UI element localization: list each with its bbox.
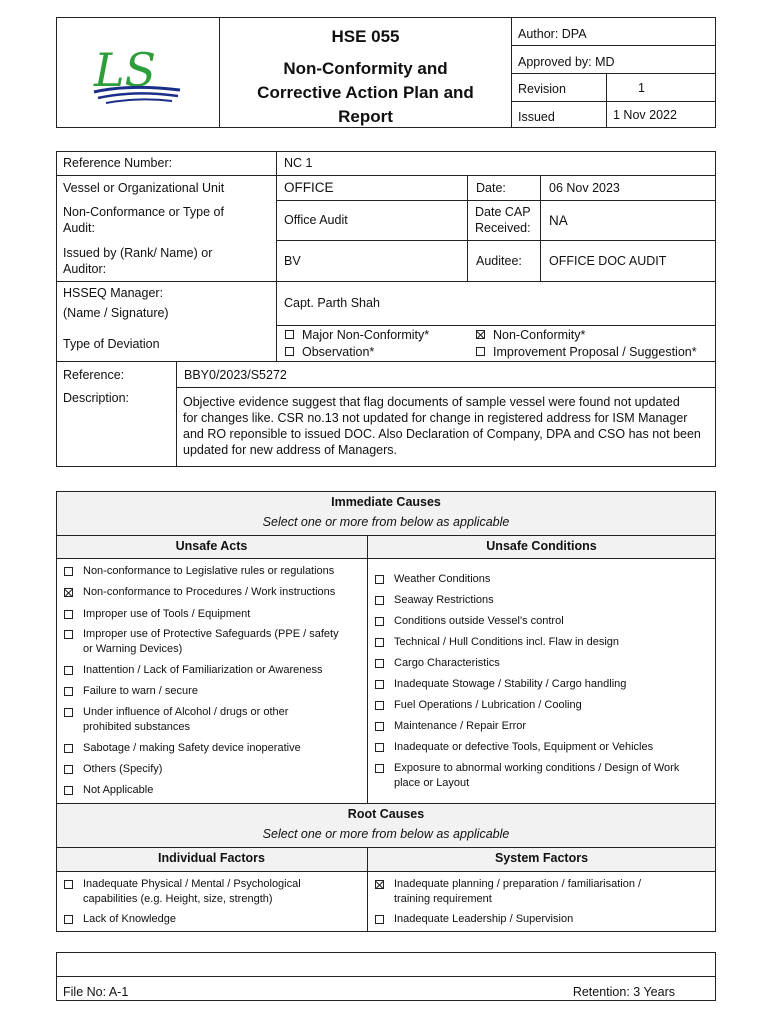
unsafe-condition-item[interactable]	[375, 614, 713, 629]
line-v2	[467, 175, 468, 281]
unsafe-condition-item[interactable]	[375, 572, 713, 587]
checkbox[interactable]	[375, 764, 384, 773]
checkbox[interactable]	[64, 610, 73, 619]
doc-code: HSE 055	[331, 27, 400, 46]
hsseq-value: Capt. Parth Shah	[284, 296, 380, 310]
checkbox[interactable]	[64, 880, 73, 889]
line-v3	[540, 175, 541, 281]
header-row-line-2	[511, 73, 716, 74]
major-nc-checkbox[interactable]	[285, 330, 294, 339]
unsafe-act-item[interactable]	[64, 705, 364, 735]
unsafe-acts-title: Unsafe Acts	[175, 539, 248, 553]
checkbox[interactable]	[64, 915, 73, 924]
unsafe-act-item[interactable]	[64, 684, 364, 699]
nc-type-label: Non-Conformance or Type of	[63, 205, 224, 219]
line-h3	[276, 240, 716, 241]
observation-checkbox[interactable]	[285, 347, 294, 356]
header-row-line-3	[511, 101, 716, 102]
deviation-option-nc[interactable]	[476, 327, 585, 343]
item-label: Inadequate Leadership / Supervision	[394, 913, 574, 925]
hsseq-label: HSSEQ Manager:	[63, 286, 164, 300]
checkbox[interactable]	[375, 680, 384, 689]
header-col-line	[606, 73, 607, 128]
checkbox[interactable]	[64, 744, 73, 753]
issued-by-value: BV	[284, 254, 301, 268]
item-label: Non-conformance to Procedures / Work instructions	[83, 586, 336, 598]
nc-type-value: Office Audit	[284, 213, 348, 227]
revision-label: Revision	[518, 82, 566, 96]
item-label-line-2: place or Layout	[394, 777, 470, 789]
item-label-line-2: training requirement	[394, 893, 492, 905]
improvement-checkbox[interactable]	[476, 347, 485, 356]
unsafe-condition-item[interactable]	[375, 740, 713, 755]
date-value: 06 Nov 2023	[549, 181, 620, 195]
unsafe-conditions-title: Unsafe Conditions	[486, 539, 597, 553]
item-label-line-2: or Warning Devices)	[83, 643, 183, 655]
checkbox[interactable]	[375, 617, 384, 626]
item-label: Improper use of Protective Safeguards (PPE / safety	[83, 628, 339, 640]
deviation-label: Type of Deviation	[63, 337, 160, 351]
issued-value: 1 Nov 2022	[613, 108, 677, 122]
nc-label: Non-Conformity*	[493, 328, 586, 342]
footer-divider	[56, 976, 716, 977]
line-c3	[56, 803, 716, 804]
immediate-causes-subtitle: Select one or more from below as applicable	[262, 515, 510, 529]
item-label: Non-conformance to Legislative rules or regulations	[83, 565, 335, 577]
auditee-value: OFFICE DOC AUDIT	[549, 254, 667, 268]
hsseq-label-2: (Name / Signature)	[63, 306, 169, 320]
unsafe-condition-item[interactable]	[375, 719, 713, 734]
checkbox[interactable]	[375, 638, 384, 647]
checkbox[interactable]	[64, 666, 73, 675]
line-c2	[56, 558, 716, 559]
item-label: Weather Conditions	[394, 573, 491, 585]
item-label: Seaway Restrictions	[394, 594, 494, 606]
item-label: Fuel Operations / Lubrication / Cooling	[394, 699, 582, 711]
line-h1	[56, 175, 716, 176]
vessel-value: OFFICE	[284, 180, 334, 195]
unsafe-condition-item[interactable]	[375, 635, 713, 650]
checkbox-checked[interactable]	[64, 588, 73, 597]
checkbox[interactable]	[64, 786, 73, 795]
description-line-4: updated for new address of Managers.	[183, 443, 398, 457]
retention-period: Retention: 3 Years	[572, 985, 675, 999]
date-label: Date:	[476, 181, 506, 195]
unsafe-condition-item[interactable]	[375, 698, 713, 713]
checkbox[interactable]	[375, 596, 384, 605]
author-label: Author: DPA	[518, 27, 587, 41]
deviation-option-observation[interactable]	[285, 344, 374, 360]
unsafe-act-item[interactable]	[64, 627, 364, 657]
item-label: Improper use of Tools / Equipment	[83, 608, 251, 620]
deviation-option-major[interactable]	[285, 327, 429, 343]
unsafe-condition-item[interactable]	[375, 761, 713, 791]
individual-factor-item[interactable]	[64, 912, 364, 927]
checkbox[interactable]	[375, 659, 384, 668]
unsafe-act-item[interactable]	[64, 783, 364, 798]
item-label: Inattention / Lack of Familiarization or Awareness	[83, 664, 323, 676]
system-factors-title: System Factors	[494, 851, 589, 865]
item-label: Inadequate or defective Tools, Equipment or Vehicles	[394, 741, 654, 753]
doc-title: Non-Conformity and Corrective Action Plan and Report	[257, 59, 474, 126]
item-label: Inadequate Stowage / Stability / Cargo handling	[394, 678, 627, 690]
issued-label: Issued	[518, 110, 555, 124]
unsafe-act-item[interactable]	[64, 762, 364, 777]
item-label: Technical / Hull Conditions incl. Flaw in design	[394, 636, 619, 648]
item-label: Inadequate Physical / Mental / Psychological	[83, 878, 301, 890]
item-label-line-2: capabilities (e.g. Height, size, strength)	[83, 893, 273, 905]
description-label: Description:	[63, 391, 129, 405]
unsafe-act-item[interactable]	[64, 663, 364, 678]
immediate-causes-title: Immediate Causes	[331, 495, 441, 509]
header-row-line-1	[511, 45, 716, 46]
system-factor-item[interactable]	[375, 912, 713, 927]
unsafe-act-item[interactable]	[64, 607, 364, 622]
reference-label: Reference:	[63, 368, 125, 382]
deviation-option-improvement[interactable]	[476, 344, 697, 360]
checkbox[interactable]	[64, 687, 73, 696]
date-cap-label-2: Received:	[475, 221, 531, 235]
revision-value: 1	[638, 81, 645, 95]
date-cap-value: NA	[549, 213, 568, 228]
line-c1	[56, 535, 716, 536]
line-v4	[176, 361, 177, 467]
item-label: Maintenance / Repair Error	[394, 720, 527, 732]
issued-by-label: Issued by (Rank/ Name) or	[63, 246, 213, 260]
unsafe-condition-item[interactable]	[375, 593, 713, 608]
checkbox-checked[interactable]	[375, 880, 384, 889]
nc-checkbox-checked[interactable]	[476, 330, 485, 339]
line-cv1	[367, 535, 368, 803]
major-nc-label: Major Non-Conformity*	[302, 328, 430, 342]
line-h4	[56, 281, 716, 282]
auditee-label: Auditee:	[476, 254, 522, 268]
root-causes-subtitle: Select one or more from below as applicable	[262, 827, 510, 841]
item-label: Conditions outside Vessel's control	[394, 615, 564, 627]
description-line-1: Objective evidence suggest that flag documents of sample vessel were found not updated	[183, 395, 680, 409]
checkbox[interactable]	[64, 708, 73, 717]
reference-value: BBY0/2023/S5272	[184, 368, 287, 382]
description-line-3: and RO reponsible to issued DOC. Also Declaration of Company, DPA and CSO has not been	[183, 427, 701, 441]
unsafe-act-item[interactable]	[64, 741, 364, 756]
vessel-label: Vessel or Organizational Unit	[63, 181, 225, 195]
checkbox[interactable]	[64, 630, 73, 639]
reference-number-label: Reference Number:	[63, 156, 173, 170]
checkbox[interactable]	[64, 567, 73, 576]
company-logo	[88, 40, 188, 110]
line-h5	[276, 325, 716, 326]
unsafe-condition-item[interactable]	[375, 677, 713, 692]
line-c4	[56, 847, 716, 848]
item-label: Cargo Characteristics	[394, 657, 500, 669]
checkbox[interactable]	[375, 743, 384, 752]
checkbox[interactable]	[375, 915, 384, 924]
individual-factors-title: Individual Factors	[158, 851, 265, 865]
item-label-line-2: prohibited substances	[83, 721, 191, 733]
checkbox[interactable]	[375, 722, 384, 731]
unsafe-act-item[interactable]	[64, 585, 364, 600]
item-label: Exposure to abnormal working conditions / Design of Work	[394, 762, 680, 774]
item-label: Inadequate planning / preparation / familiarisation /	[394, 878, 642, 890]
line-h6	[56, 361, 716, 362]
date-cap-label: Date CAP	[475, 205, 531, 219]
line-h2	[276, 200, 716, 201]
system-factor-item[interactable]	[375, 877, 713, 907]
root-causes-title: Root Causes	[347, 807, 425, 821]
item-label: Failure to warn / secure	[83, 685, 198, 697]
logo-letters: LS	[94, 43, 157, 97]
item-label: Under influence of Alcohol / drugs or other	[83, 706, 289, 718]
observation-label: Observation*	[302, 345, 375, 359]
improvement-label: Improvement Proposal / Suggestion*	[493, 345, 697, 359]
issued-by-label-2: Auditor:	[63, 262, 107, 276]
nc-type-label-2: Audit:	[63, 221, 95, 235]
item-label: Sabotage / making Safety device inoperative	[83, 742, 301, 754]
line-v1	[276, 151, 277, 361]
checkbox[interactable]	[64, 765, 73, 774]
checkbox[interactable]	[375, 701, 384, 710]
line-c5	[56, 871, 716, 872]
description-line-2: for changes like. CSR no.13 not updated for change in registered address for ISM Manager	[183, 411, 688, 425]
item-label: Lack of Knowledge	[83, 913, 176, 925]
unsafe-condition-item[interactable]	[375, 656, 713, 671]
checkbox[interactable]	[375, 575, 384, 584]
reference-number-value: NC 1	[284, 156, 313, 170]
file-number: File No: A-1	[63, 985, 129, 999]
line-h7	[176, 387, 716, 388]
item-label: Not Applicable	[83, 784, 154, 796]
individual-factor-item[interactable]	[64, 877, 364, 907]
unsafe-act-item[interactable]	[64, 564, 364, 579]
approved-by-label: Approved by: MD	[518, 55, 615, 69]
item-label: Others (Specify)	[83, 763, 163, 775]
